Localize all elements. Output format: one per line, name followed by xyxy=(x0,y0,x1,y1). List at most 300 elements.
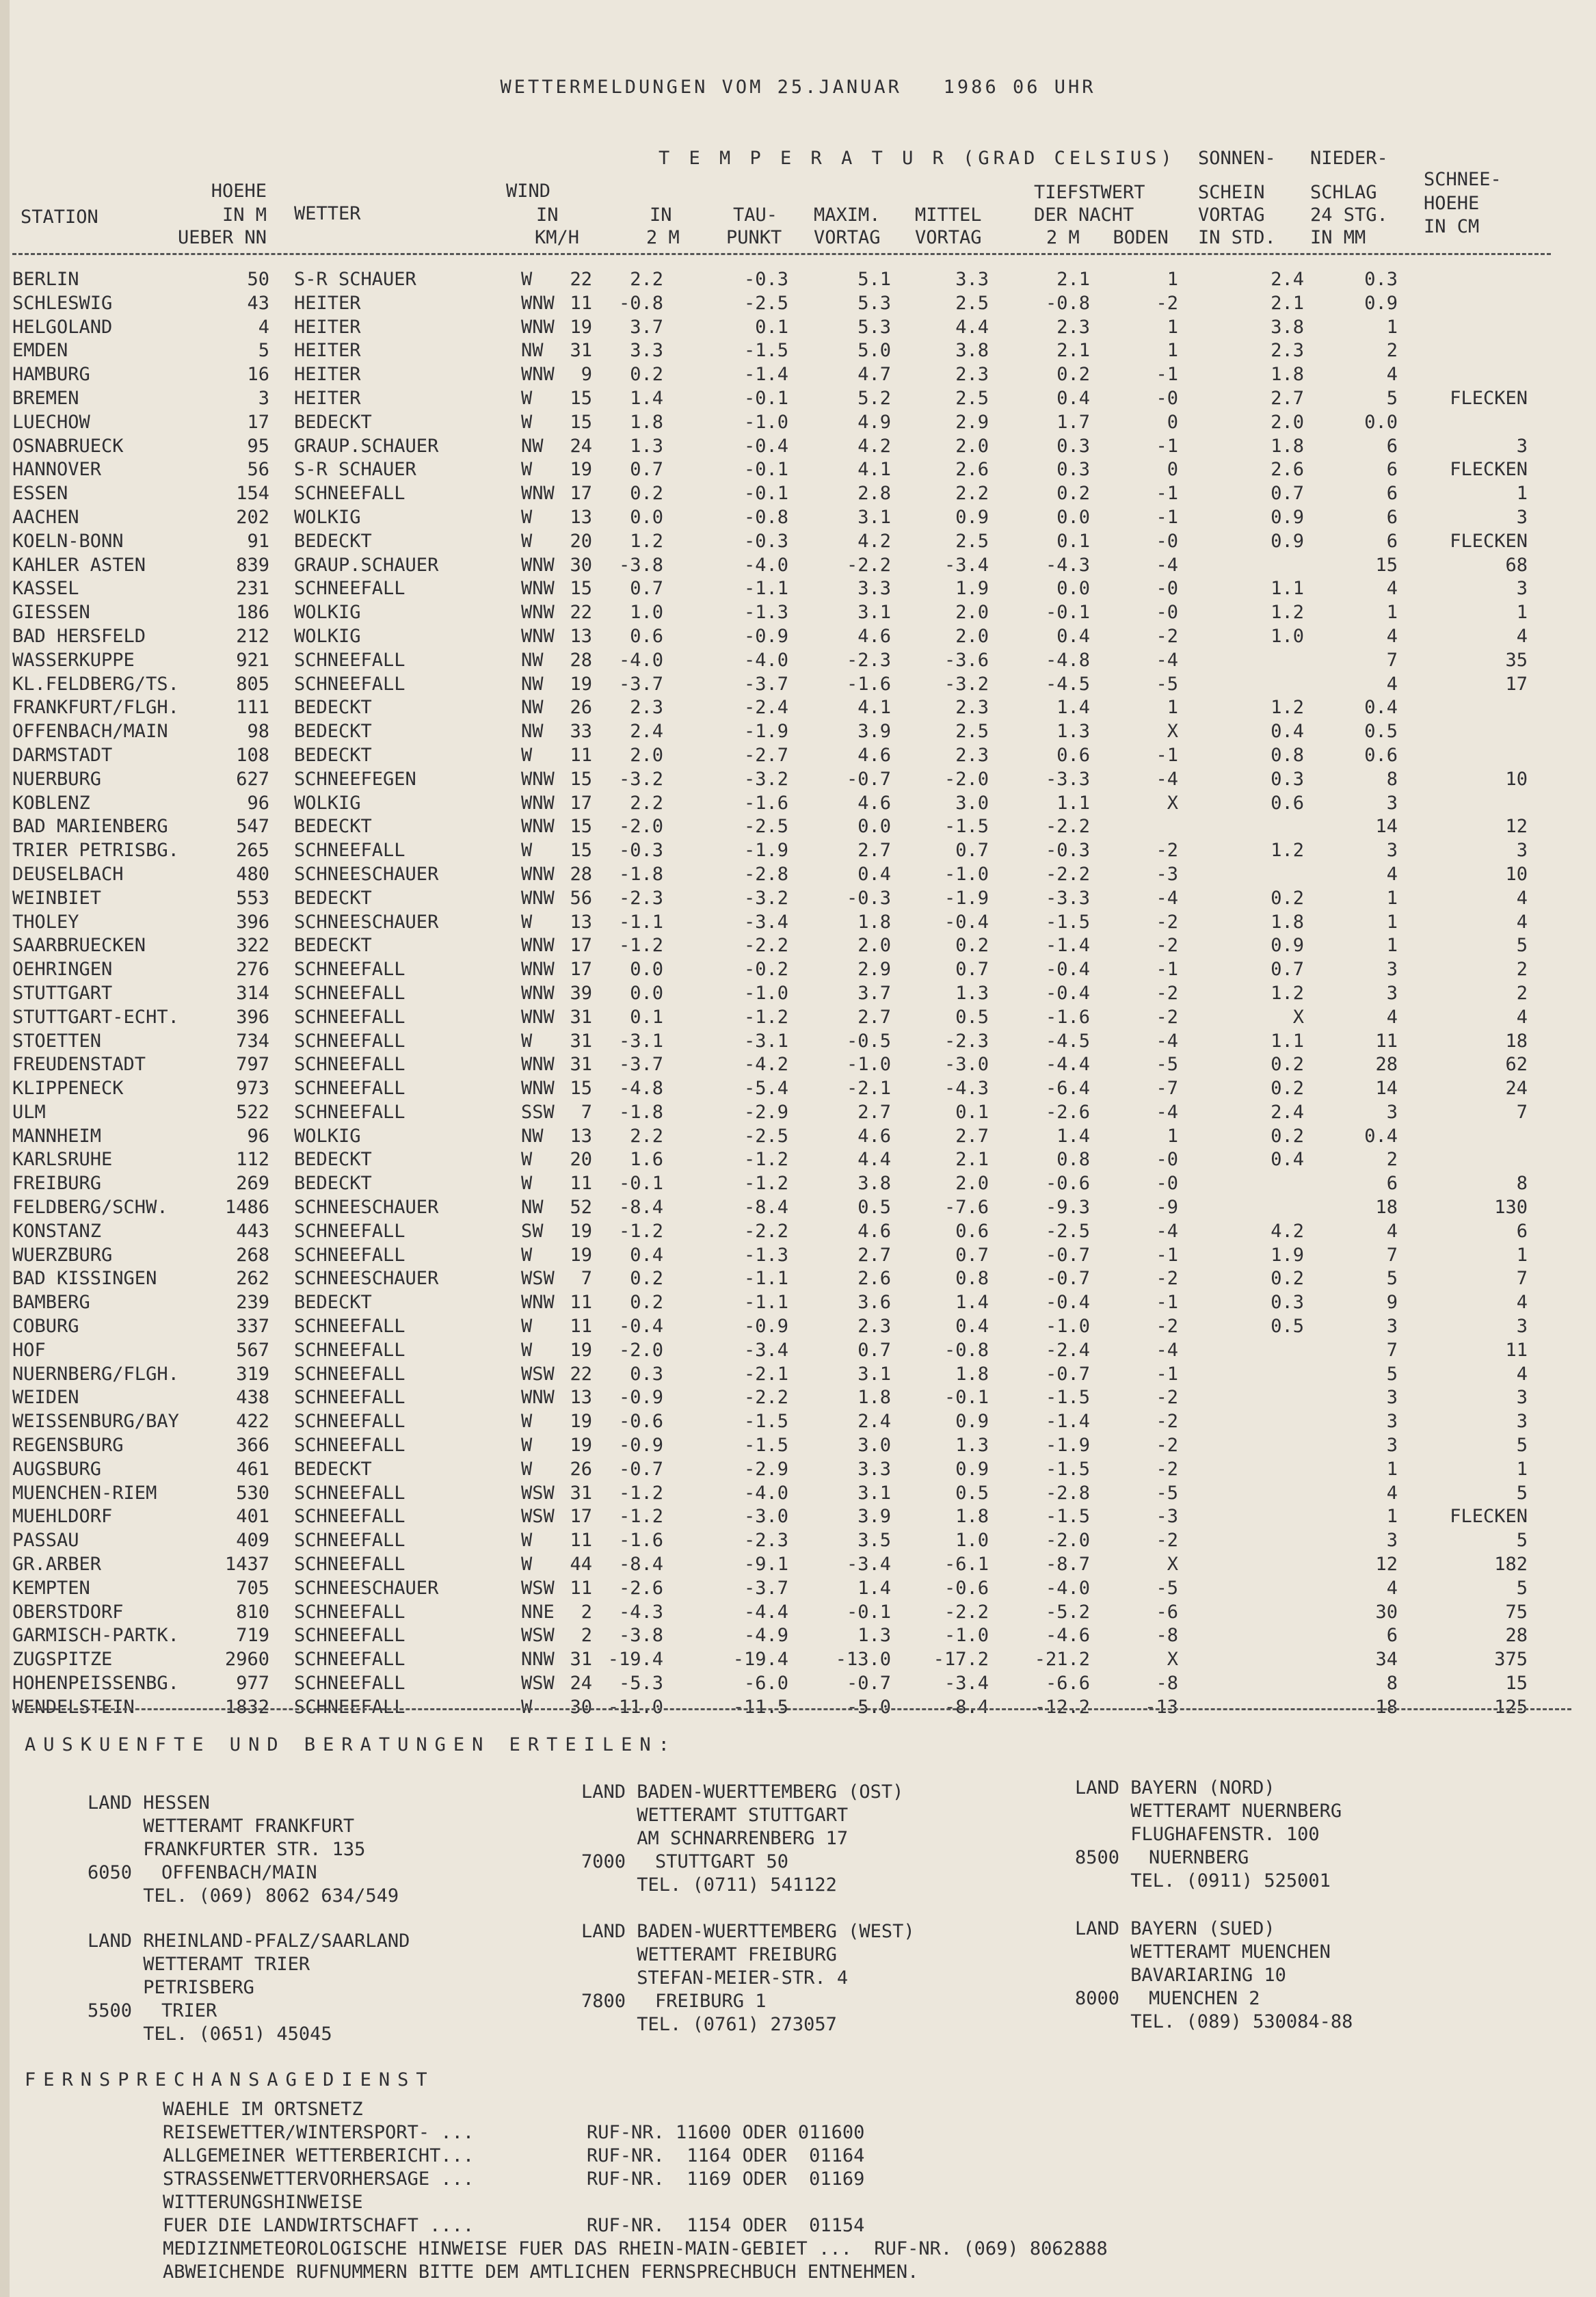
cell-tn2: -0.8 xyxy=(1045,292,1090,314)
table-row xyxy=(0,1672,1596,1696)
station-table xyxy=(0,268,1596,1720)
cell-schnee: 3 xyxy=(1516,1316,1528,1338)
cell-nied: 0.9 xyxy=(1364,292,1398,314)
cell-schnee: FLECKEN xyxy=(1450,1506,1528,1528)
cell-dir: WSW xyxy=(521,1363,555,1385)
cell-spd: 28 xyxy=(570,649,592,671)
cell-hoehe: 438 xyxy=(236,1387,269,1409)
cell-tn2: 2.3 xyxy=(1056,316,1090,338)
cell-station: OEHRINGEN xyxy=(12,959,113,981)
cell-dir: W xyxy=(521,840,533,862)
header-rule xyxy=(12,253,1551,255)
cell-tnb: -5 xyxy=(1156,1577,1178,1599)
cell-wetter: SCHNEESCHAUER xyxy=(294,1577,439,1599)
cell-spd: 19 xyxy=(570,1411,592,1433)
table-row xyxy=(0,1244,1596,1268)
cell-hoehe: 977 xyxy=(236,1673,269,1695)
cell-tnb: X xyxy=(1167,1649,1178,1671)
cell-spd: 19 xyxy=(570,1220,592,1242)
cell-dir: SW xyxy=(521,1220,544,1242)
office-text: TEL. (0711) 541122 xyxy=(581,1874,837,1896)
cell-wetter: SCHNEEFALL xyxy=(294,1601,405,1623)
cell-schnee: 24 xyxy=(1505,1078,1528,1100)
cell-hoehe: 422 xyxy=(236,1411,269,1433)
cell-sun: 1.2 xyxy=(1271,697,1304,719)
cell-tn2: -1.9 xyxy=(1045,1435,1090,1457)
cell-tnb: -5 xyxy=(1156,673,1178,695)
cell-station: BREMEN xyxy=(12,387,79,409)
office-text: WETTERAMT NUERNBERG xyxy=(1075,1801,1342,1822)
cell-schnee: 5 xyxy=(1516,935,1528,957)
cell-tn2: -1.5 xyxy=(1045,1387,1090,1409)
cell-wetter: SCHNEESCHAUER xyxy=(294,1197,439,1219)
header-wind-1: WIND xyxy=(506,181,551,202)
cell-nied: 3 xyxy=(1386,1411,1398,1433)
cell-nied: 18 xyxy=(1375,1696,1398,1718)
table-row xyxy=(0,1434,1596,1458)
cell-tp: -0.9 xyxy=(743,1316,788,1338)
cell-station: BAD HERSFELD xyxy=(12,625,146,647)
cell-station: NUERBURG xyxy=(12,768,102,790)
cell-t2m: 0.2 xyxy=(630,1268,663,1290)
cell-tp: -1.0 xyxy=(743,982,788,1004)
cell-t2m: -11.0 xyxy=(607,1696,663,1718)
cell-station: KARLSRUHE xyxy=(12,1149,113,1171)
cell-hoehe: 2960 xyxy=(224,1649,269,1671)
cell-tn2: -0.1 xyxy=(1045,602,1090,624)
header-sonne-2: SCHEIN xyxy=(1198,182,1265,203)
cell-dir: W xyxy=(521,1173,533,1195)
cell-nied: 1 xyxy=(1386,887,1398,909)
cell-hoehe: 401 xyxy=(236,1506,269,1528)
cell-t2m: -3.7 xyxy=(618,673,663,695)
cell-station: MUENCHEN-RIEM xyxy=(12,1482,157,1504)
cell-t2m: -19.4 xyxy=(607,1649,663,1671)
cell-dir: WNW xyxy=(521,554,555,576)
cell-nied: 0.3 xyxy=(1364,269,1398,290)
cell-tn2: -0.6 xyxy=(1045,1173,1090,1195)
cell-tnb: -0 xyxy=(1156,578,1178,600)
cell-nied: 2 xyxy=(1386,340,1398,362)
cell-spd: 33 xyxy=(570,721,592,743)
cell-wetter: SCHNEEFALL xyxy=(294,1435,405,1457)
fern-label: WITTERUNGSHINWEISE xyxy=(163,2192,363,2213)
cell-nied: 4 xyxy=(1386,863,1398,885)
cell-tp: -5.4 xyxy=(743,1078,788,1100)
cell-max: 3.9 xyxy=(857,721,891,743)
cell-hoehe: 734 xyxy=(236,1030,269,1052)
cell-hoehe: 3 xyxy=(258,387,269,409)
cell-dir: NW xyxy=(521,340,544,362)
cell-wetter: SCHNEEFALL xyxy=(294,1054,405,1076)
cell-wetter: HEITER xyxy=(294,316,361,338)
header-schnee-3: IN CM xyxy=(1424,216,1480,237)
cell-nied: 3 xyxy=(1386,1435,1398,1457)
cell-tp: -1.6 xyxy=(743,792,788,814)
office-text: FRANKFURTER STR. 135 xyxy=(88,1839,366,1860)
cell-spd: 31 xyxy=(570,340,592,362)
cell-t2m: -0.8 xyxy=(618,292,663,314)
cell-tn2: 0.3 xyxy=(1056,435,1090,457)
cell-hoehe: 1437 xyxy=(224,1554,269,1576)
header-hoehe-2: IN M xyxy=(222,204,267,226)
cell-mit: 0.4 xyxy=(955,1316,989,1338)
cell-t2m: 0.0 xyxy=(630,982,663,1004)
cell-tnb: -5 xyxy=(1156,1482,1178,1504)
cell-t2m: -4.3 xyxy=(618,1601,663,1623)
cell-wetter: WOLKIG xyxy=(294,602,361,624)
cell-t2m: 0.2 xyxy=(630,483,663,505)
table-row xyxy=(0,982,1596,1006)
table-row xyxy=(0,1006,1596,1030)
fern-label: WAEHLE IM ORTSNETZ xyxy=(163,2099,363,2120)
cell-sun: 0.3 xyxy=(1271,768,1304,790)
cell-t2m: -1.6 xyxy=(618,1530,663,1552)
office-text: LAND BADEN-WUERTTEMBERG (OST) xyxy=(581,1781,904,1803)
cell-nied: 3 xyxy=(1386,840,1398,862)
cell-tp: -4.0 xyxy=(743,1482,788,1504)
cell-hoehe: 96 xyxy=(247,1125,269,1147)
cell-mit: 2.0 xyxy=(955,435,989,457)
cell-station: ZUGSPITZE xyxy=(12,1649,113,1671)
cell-mit: -3.4 xyxy=(944,554,989,576)
cell-tnb: 1 xyxy=(1167,269,1178,290)
cell-mit: -3.0 xyxy=(944,1054,989,1076)
cell-nied: 8 xyxy=(1386,1673,1398,1695)
cell-nied: 4 xyxy=(1386,1482,1398,1504)
cell-dir: WNW xyxy=(521,316,555,338)
cell-t2m: -4.8 xyxy=(618,1078,663,1100)
table-row xyxy=(0,601,1596,625)
cell-spd: 31 xyxy=(570,1030,592,1052)
cell-schnee: 35 xyxy=(1505,649,1528,671)
cell-station: PASSAU xyxy=(12,1530,79,1552)
cell-schnee: 130 xyxy=(1494,1197,1528,1219)
cell-nied: 4 xyxy=(1386,1577,1398,1599)
table-row xyxy=(0,1577,1596,1601)
cell-tp: -3.4 xyxy=(743,1339,788,1361)
cell-spd: 20 xyxy=(570,1149,592,1171)
cell-max: 3.1 xyxy=(857,1363,891,1385)
cell-hoehe: 212 xyxy=(236,625,269,647)
cell-schnee: 2 xyxy=(1516,959,1528,981)
cell-mit: 0.7 xyxy=(955,959,989,981)
cell-dir: WSW xyxy=(521,1268,555,1290)
cell-hoehe: 810 xyxy=(236,1601,269,1623)
cell-spd: 11 xyxy=(570,1292,592,1314)
cell-tn2: -4.5 xyxy=(1045,1030,1090,1052)
cell-t2m: -0.6 xyxy=(618,1411,663,1433)
cell-tp: -2.9 xyxy=(743,1101,788,1123)
cell-sun: 0.7 xyxy=(1271,483,1304,505)
cell-wetter: SCHNEEFALL xyxy=(294,1006,405,1028)
cell-mit: 0.5 xyxy=(955,1006,989,1028)
cell-tp: -0.3 xyxy=(743,269,788,290)
cell-tnb: 0 xyxy=(1167,411,1178,433)
cell-tp: -3.7 xyxy=(743,673,788,695)
cell-wetter: WOLKIG xyxy=(294,792,361,814)
cell-mit: 2.9 xyxy=(955,411,989,433)
cell-mit: -2.0 xyxy=(944,768,989,790)
cell-wetter: SCHNEEFALL xyxy=(294,840,405,862)
cell-t2m: -3.8 xyxy=(618,1625,663,1647)
table-row xyxy=(0,339,1596,363)
cell-tp: -1.2 xyxy=(743,1149,788,1171)
cell-wetter: SCHNEEFALL xyxy=(294,959,405,981)
header-nieder-3: 24 STG. xyxy=(1310,204,1388,226)
cell-schnee: 3 xyxy=(1516,578,1528,600)
cell-tp: -1.4 xyxy=(743,364,788,386)
cell-sun: 0.9 xyxy=(1271,530,1304,552)
cell-max: 1.4 xyxy=(857,1577,891,1599)
cell-hoehe: 396 xyxy=(236,911,269,933)
cell-tnb: -2 xyxy=(1156,292,1178,314)
cell-mit: -1.5 xyxy=(944,816,989,838)
cell-tp: -1.1 xyxy=(743,1268,788,1290)
cell-mit: 0.8 xyxy=(955,1268,989,1290)
cell-nied: 1 xyxy=(1386,911,1398,933)
cell-spd: 17 xyxy=(570,959,592,981)
cell-tnb: -4 xyxy=(1156,1339,1178,1361)
cell-max: 4.2 xyxy=(857,530,891,552)
header-nieder-2: SCHLAG xyxy=(1310,182,1377,203)
cell-spd: 13 xyxy=(570,506,592,528)
cell-t2m: 1.3 xyxy=(630,435,663,457)
cell-wetter: SCHNEESCHAUER xyxy=(294,911,439,933)
cell-tp: -0.1 xyxy=(743,387,788,409)
cell-spd: 19 xyxy=(570,459,592,481)
cell-tn2: 0.8 xyxy=(1056,1149,1090,1171)
cell-spd: 56 xyxy=(570,887,592,909)
cell-dir: NW xyxy=(521,673,544,695)
cell-nied: 2 xyxy=(1386,1149,1398,1171)
cell-hoehe: 231 xyxy=(236,578,269,600)
cell-dir: NW xyxy=(521,1197,544,1219)
cell-spd: 15 xyxy=(570,768,592,790)
cell-station: FREUDENSTADT xyxy=(12,1054,146,1076)
cell-dir: NW xyxy=(521,721,544,743)
cell-t2m: -0.1 xyxy=(618,1173,663,1195)
cell-mit: 2.2 xyxy=(955,483,989,505)
cell-station: ULM xyxy=(12,1101,46,1123)
cell-schnee: FLECKEN xyxy=(1450,530,1528,552)
cell-t2m: -1.2 xyxy=(618,1220,663,1242)
cell-tn2: -1.0 xyxy=(1045,1316,1090,1338)
cell-nied: 4 xyxy=(1386,625,1398,647)
fern-label: ABWEICHENDE RUFNUMMERN BITTE DEM AMTLICHEN FERNSPRECHBUCH ENTNEHMEN. xyxy=(163,2261,919,2283)
cell-tnb: 1 xyxy=(1167,316,1178,338)
cell-max: 1.3 xyxy=(857,1625,891,1647)
cell-dir: W xyxy=(521,1411,533,1433)
cell-wetter: WOLKIG xyxy=(294,625,361,647)
cell-schnee: 68 xyxy=(1505,554,1528,576)
cell-tn2: 1.1 xyxy=(1056,792,1090,814)
cell-nied: 1 xyxy=(1386,1458,1398,1480)
office-text: TEL. (0761) 273057 xyxy=(581,2014,837,2035)
cell-tnb: -1 xyxy=(1156,483,1178,505)
header-wind-3: KM/H xyxy=(535,227,580,248)
cell-schnee: 6 xyxy=(1516,1220,1528,1242)
cell-spd: 24 xyxy=(570,435,592,457)
cell-max: 4.2 xyxy=(857,435,891,457)
cell-dir: WNW xyxy=(521,1054,555,1076)
cell-wetter: BEDECKT xyxy=(294,721,372,743)
cell-wetter: SCHNEEFALL xyxy=(294,1411,405,1433)
cell-tn2: -4.8 xyxy=(1045,649,1090,671)
cell-tp: -1.5 xyxy=(743,1411,788,1433)
cell-nied: 3 xyxy=(1386,959,1398,981)
cell-tn2: -0.4 xyxy=(1045,1292,1090,1314)
cell-tp: -2.5 xyxy=(743,292,788,314)
cell-tnb: -0 xyxy=(1156,1173,1178,1195)
cell-dir: SSW xyxy=(521,1101,555,1123)
cell-station: KONSTANZ xyxy=(12,1220,102,1242)
cell-mit: 2.5 xyxy=(955,721,989,743)
cell-nied: 3 xyxy=(1386,1101,1398,1123)
table-row xyxy=(0,1101,1596,1125)
cell-schnee: 4 xyxy=(1516,1363,1528,1385)
table-row xyxy=(0,1624,1596,1648)
cell-dir: WSW xyxy=(521,1577,555,1599)
cell-spd: 11 xyxy=(570,1577,592,1599)
cell-tp: -2.9 xyxy=(743,1458,788,1480)
cell-t2m: -0.7 xyxy=(618,1458,663,1480)
cell-mit: 1.8 xyxy=(955,1363,989,1385)
cell-schnee: 7 xyxy=(1516,1268,1528,1290)
cell-tn2: 1.3 xyxy=(1056,721,1090,743)
cell-nied: 12 xyxy=(1375,1554,1398,1576)
table-row xyxy=(0,1363,1596,1387)
office-text: TEL. (069) 8062 634/549 xyxy=(88,1885,399,1907)
cell-dir: WNW xyxy=(521,863,555,885)
cell-spd: 11 xyxy=(570,1316,592,1338)
cell-hoehe: 95 xyxy=(247,435,269,457)
cell-wetter: BEDECKT xyxy=(294,744,372,766)
cell-t2m: -1.2 xyxy=(618,935,663,957)
cell-tp: -1.1 xyxy=(743,1292,788,1314)
office-text: LAND BAYERN (NORD) xyxy=(1075,1777,1275,1798)
cell-station: WASSERKUPPE xyxy=(12,649,135,671)
cell-max: -3.4 xyxy=(846,1554,891,1576)
cell-spd: 13 xyxy=(570,1387,592,1409)
cell-wetter: GRAUP.SCHAUER xyxy=(294,435,439,457)
cell-mit: 0.9 xyxy=(955,1458,989,1480)
cell-nied: 3 xyxy=(1386,1530,1398,1552)
cell-spd: 11 xyxy=(570,292,592,314)
cell-nied: 1 xyxy=(1386,316,1398,338)
cell-dir: W xyxy=(521,1316,533,1338)
cell-tnb: -2 xyxy=(1156,1387,1178,1409)
cell-mit: -6.1 xyxy=(944,1554,989,1576)
cell-t2m: -2.3 xyxy=(618,887,663,909)
cell-tp: -4.0 xyxy=(743,554,788,576)
cell-spd: 19 xyxy=(570,673,592,695)
office-plz: 8500 xyxy=(1075,1847,1120,1868)
cell-mit: 0.6 xyxy=(955,1220,989,1242)
cell-schnee: FLECKEN xyxy=(1450,387,1528,409)
cell-max: 3.6 xyxy=(857,1292,891,1314)
office-text: MUENCHEN 2 xyxy=(1149,1988,1260,2009)
cell-t2m: -0.3 xyxy=(618,840,663,862)
cell-schnee: 7 xyxy=(1516,1101,1528,1123)
cell-mit: 0.9 xyxy=(955,1411,989,1433)
cell-max: 3.9 xyxy=(857,1506,891,1528)
table-row xyxy=(0,673,1596,697)
cell-tp: -1.5 xyxy=(743,1435,788,1457)
cell-tp: -0.3 xyxy=(743,530,788,552)
cell-t2m: -8.4 xyxy=(618,1554,663,1576)
table-row xyxy=(0,435,1596,459)
fern-label: MEDIZINMETEOROLOGISCHE HINWEISE FUER DAS RHEIN-MAIN-GEBIET ... RUF-NR. (069) 8062888 xyxy=(163,2238,1108,2259)
table-row xyxy=(0,625,1596,649)
table-row xyxy=(0,863,1596,887)
cell-wetter: BEDECKT xyxy=(294,816,372,838)
cell-mit: 2.0 xyxy=(955,625,989,647)
cell-schnee: 5 xyxy=(1516,1530,1528,1552)
cell-sun: 1.9 xyxy=(1271,1244,1304,1266)
cell-station: SAARBRUECKEN xyxy=(12,935,146,957)
cell-spd: 30 xyxy=(570,1696,592,1718)
cell-max: 0.7 xyxy=(857,1339,891,1361)
cell-spd: 26 xyxy=(570,697,592,719)
table-row xyxy=(0,411,1596,435)
cell-tn2: -0.4 xyxy=(1045,959,1090,981)
cell-mit: -3.2 xyxy=(944,673,989,695)
cell-max: 4.6 xyxy=(857,792,891,814)
cell-station: KOELN-BONN xyxy=(12,530,124,552)
cell-nied: 6 xyxy=(1386,530,1398,552)
cell-t2m: 2.2 xyxy=(630,269,663,290)
cell-hoehe: 480 xyxy=(236,863,269,885)
cell-mit: -7.6 xyxy=(944,1197,989,1219)
cell-sun: 1.1 xyxy=(1271,1030,1304,1052)
header-nieder-4: IN MM xyxy=(1310,227,1366,248)
cell-spd: 11 xyxy=(570,744,592,766)
cell-t2m: -1.1 xyxy=(618,911,663,933)
header-sonne-3: VORTAG xyxy=(1198,204,1265,226)
cell-t2m: 0.0 xyxy=(630,959,663,981)
table-row xyxy=(0,720,1596,744)
cell-spd: 13 xyxy=(570,1125,592,1147)
table-row xyxy=(0,1339,1596,1363)
cell-station: HELGOLAND xyxy=(12,316,113,338)
cell-dir: W xyxy=(521,744,533,766)
header-schnee-2: HOEHE xyxy=(1424,193,1480,214)
cell-max: 1.8 xyxy=(857,911,891,933)
cell-wetter: SCHNEEFALL xyxy=(294,1554,405,1576)
cell-tp: -1.9 xyxy=(743,840,788,862)
cell-max: 5.3 xyxy=(857,316,891,338)
cell-dir: WNW xyxy=(521,816,555,838)
cell-t2m: 1.4 xyxy=(630,387,663,409)
cell-mit: 1.9 xyxy=(955,578,989,600)
cell-wetter: SCHNEEFALL xyxy=(294,483,405,505)
cell-t2m: -0.9 xyxy=(618,1435,663,1457)
cell-spd: 11 xyxy=(570,1173,592,1195)
cell-dir: WNW xyxy=(521,935,555,957)
cell-max: -5.0 xyxy=(846,1696,891,1718)
cell-mit: 2.0 xyxy=(955,602,989,624)
cell-tn2: 1.4 xyxy=(1056,697,1090,719)
cell-schnee: 3 xyxy=(1516,506,1528,528)
cell-nied: 3 xyxy=(1386,792,1398,814)
cell-spd: 17 xyxy=(570,792,592,814)
cell-sun: 0.9 xyxy=(1271,506,1304,528)
cell-sun: 1.2 xyxy=(1271,840,1304,862)
cell-tp: -2.5 xyxy=(743,816,788,838)
cell-station: FREIBURG xyxy=(12,1173,102,1195)
cell-tn2: -0.7 xyxy=(1045,1363,1090,1385)
